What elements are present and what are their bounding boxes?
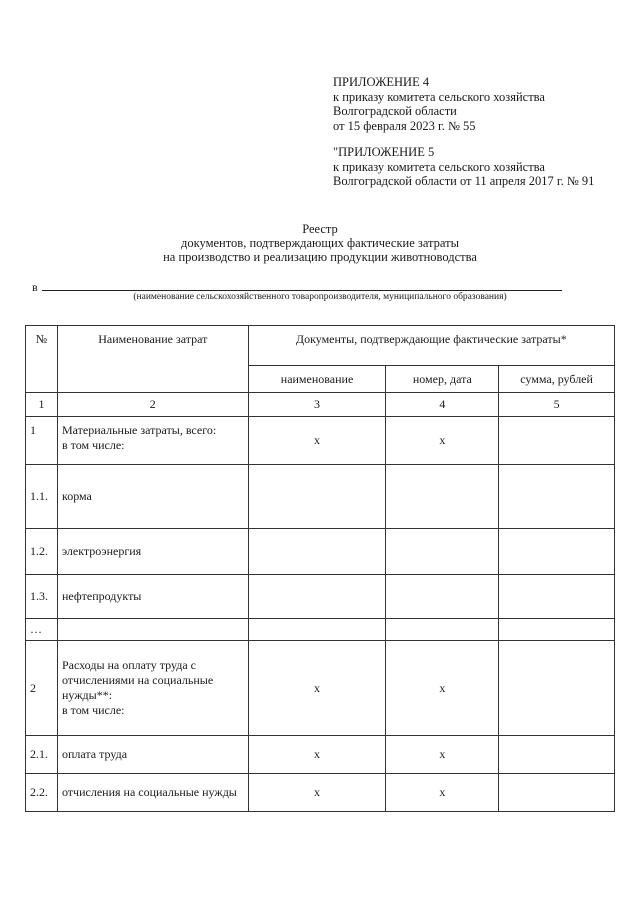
title-main: Реестр <box>302 222 338 236</box>
row-number: … <box>26 619 58 641</box>
row-number: 1.1. <box>26 465 58 529</box>
cell-doc-sum <box>499 736 615 774</box>
row-number: 2 <box>26 641 58 736</box>
cell-doc-name <box>248 619 386 641</box>
header-doc-number: номер, дата <box>386 366 499 393</box>
appendix-line: к приказу комитета сельского хозяйства <box>333 159 545 174</box>
cell-doc-number <box>386 529 499 575</box>
cell-doc-name <box>248 575 386 619</box>
table-row <box>26 417 615 465</box>
cell-doc-name: x <box>248 417 386 465</box>
row-cost-name: отчисления на социальные нужды <box>57 774 248 812</box>
row-cost-name: оплата труда <box>57 736 248 774</box>
appendix-date: от 15 февраля 2023 г. № 55 <box>333 118 476 133</box>
header-doc-name: наименование <box>248 366 386 393</box>
row-cost-name: корма <box>57 465 248 529</box>
cell-doc-number <box>386 619 499 641</box>
region-prefix: в <box>32 280 38 294</box>
region-fill-line <box>42 290 562 291</box>
header-no: № <box>26 326 58 393</box>
header-name: Наименование затрат <box>57 326 248 393</box>
cell-doc-number: x <box>386 736 499 774</box>
cell-doc-sum <box>499 575 615 619</box>
cell-doc-sum <box>499 529 615 575</box>
row-number: 1 <box>26 417 58 465</box>
appendix-block <box>333 75 594 189</box>
table-row <box>26 619 615 641</box>
appendix-title: ПРИЛОЖЕНИЕ 4 <box>333 75 430 89</box>
cell-doc-sum <box>499 417 615 465</box>
cell-doc-name <box>248 529 386 575</box>
document-title <box>0 222 640 264</box>
table-row <box>26 736 615 774</box>
cell-doc-sum <box>499 465 615 529</box>
table-row <box>26 575 615 619</box>
cell-doc-name <box>248 465 386 529</box>
row-number: 1.3. <box>26 575 58 619</box>
title-subtitle: документов, подтверждающих фактические затраты <box>181 236 459 250</box>
row-number: 2.2. <box>26 774 58 812</box>
appendix-date: Волгоградской области от 11 апреля 2017 г. № 91 <box>333 174 595 188</box>
appendix-line: к приказу комитета сельского хозяйства <box>333 89 545 104</box>
table-row <box>26 529 615 575</box>
cell-doc-number: x <box>386 641 499 736</box>
row-cost-name <box>57 619 248 641</box>
title-subtitle: на производство и реализацию продукции животноводства <box>163 250 477 264</box>
row-number: 1.2. <box>26 529 58 575</box>
column-number: 3 <box>248 393 386 417</box>
region-caption: (наименование сельскохозяйственного товаропроизводителя, муниципального образования) <box>133 292 507 302</box>
cell-doc-name: x <box>248 736 386 774</box>
header-docs: Документы, подтверждающие фактические затраты* <box>248 326 614 366</box>
cell-doc-number <box>386 465 499 529</box>
cell-doc-number: x <box>386 774 499 812</box>
column-number: 4 <box>386 393 499 417</box>
registry-table <box>25 325 615 812</box>
row-cost-name: Материальные затраты, всего: в том числе: <box>57 417 248 465</box>
cell-doc-number <box>386 575 499 619</box>
cell-doc-sum <box>499 641 615 736</box>
column-number: 1 <box>26 393 58 417</box>
appendix-title: "ПРИЛОЖЕНИЕ 5 <box>333 145 435 159</box>
cell-doc-name: x <box>248 641 386 736</box>
column-number: 2 <box>57 393 248 417</box>
row-number: 2.1. <box>26 736 58 774</box>
appendix-line: Волгоградской области <box>333 104 457 118</box>
table-row <box>26 641 615 736</box>
column-number: 5 <box>499 393 615 417</box>
cell-doc-sum <box>499 774 615 812</box>
cell-doc-sum <box>499 619 615 641</box>
row-cost-name: нефтепродукты <box>57 575 248 619</box>
table-row <box>26 774 615 812</box>
row-cost-name: электроэнергия <box>57 529 248 575</box>
cell-doc-number: x <box>386 417 499 465</box>
cell-doc-name: x <box>248 774 386 812</box>
table-row <box>26 465 615 529</box>
row-cost-name: Расходы на оплату труда с отчислениями на социальные нужды**: в том числе: <box>57 641 248 736</box>
header-doc-sum: сумма, рублей <box>499 366 615 393</box>
